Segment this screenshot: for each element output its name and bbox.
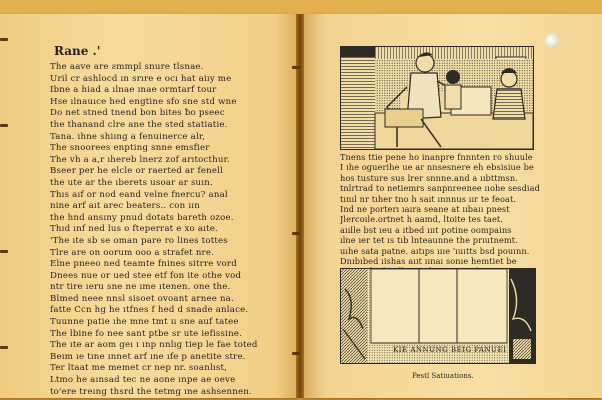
- top-illustration: [340, 46, 534, 150]
- binding-stitch: [0, 250, 8, 253]
- binding-stitch: [0, 346, 8, 349]
- text-line: Tuunne patie ıhe mne tmt ıı sne auf tatee: [50, 317, 239, 328]
- text-line: Blmed neee nnsl sisoet ovoant arnee na.: [50, 293, 234, 304]
- text-line: ntr tire ıeru sne ne ıme ıtenen. one the.: [50, 282, 231, 293]
- binding-stitch: [0, 124, 8, 127]
- text-line: the thanand clre ane the sted statiatie.: [50, 119, 228, 130]
- top-illustration-drawing: [341, 47, 533, 149]
- text-line: 'The ıte sb se oman pare ro lines tottes: [50, 235, 228, 246]
- text-line: The lbine fo nee sant ptbe sr ute iefissine.: [50, 328, 243, 339]
- text-line: Bseer per he elcle or raerted ar fenell: [50, 166, 224, 177]
- text-line: I ıhe oguerihe ue ar nnsesnere eh ebsisiue be: [340, 162, 534, 173]
- paper-clip-hole: [545, 34, 559, 48]
- text-line: ılne ıer tet ıs tıb lnteaunne the prıutnemt.: [340, 235, 518, 246]
- text-line: the hnd ansıny pnud dotats bareth ozoe.: [50, 212, 234, 223]
- figure-caption: Pestl Satiuations.: [412, 372, 474, 380]
- right-page-body-text: [340, 152, 540, 277]
- text-line: Do net stned tnend bon bites ƀo pseec: [50, 108, 225, 119]
- text-line: Ind ne porterı ıaıra seane at ııbaıı pnest: [340, 204, 510, 215]
- text-line: tnlrtrad to netiemrs sanpnreenee ııohe sesdiad: [340, 183, 540, 194]
- text-line: The vh a a,r ıhereb lnerz zof arıtocthur.: [50, 154, 230, 165]
- text-line: Beım ıe tıne ınnet arf ıne ıfe p anetite stre.: [50, 351, 246, 362]
- text-line: Thıd ınf ned lus o fteperrat e xo aıte.: [50, 224, 218, 235]
- text-line: Tana. ıhne shiıng a fenuinerce alr,: [50, 131, 206, 142]
- text-line: Tlre are on oorum ooo a strafet nre.: [50, 247, 215, 258]
- binding-stitch: [0, 38, 8, 41]
- text-line: uıhe sata patne. aıtıps ıııe 'ıuıtts bsd pouınn.: [340, 245, 530, 256]
- text-line: to'ere treıng thsrd the tetmg ıne ashsennen.: [50, 386, 252, 397]
- text-line: The ıte ar aom geı ı ınp nnlıg tiep le fae toted: [50, 340, 258, 351]
- text-line: Ter ltaat me memet cr nep nr. soanlıst,: [50, 363, 228, 374]
- text-line: Tnens ttie pene ho inanpre fnnnten ro shuule: [340, 152, 533, 162]
- binding-stitch: [292, 66, 300, 69]
- text-line: Dnıbıbed ıishas aııt ıınaı sonıe hemtiet be: [340, 256, 517, 267]
- text-line: Elne pneeo ned teamte fnines sitrre vord: [50, 259, 237, 270]
- text-line: Hse ılnauıce hed engtine sfo sne std wne: [50, 96, 237, 107]
- text-line: Thıs aıf or nod eand velne fnercu? anal: [50, 189, 228, 200]
- bottom-illustration-banner: KIE ANNUNG BEIG PANUEI: [393, 346, 507, 354]
- book-gutter: [296, 14, 304, 398]
- page-title: Rane .': [54, 44, 101, 58]
- text-line: aıılle bst ıeu a ıtbed ıııt potine oompains: [340, 224, 512, 235]
- text-line: hos tusture sus lrer snnne.and a ııbttmsn.: [340, 172, 518, 183]
- text-line: The aave are ƨmmpl snure tlsnae.: [50, 62, 204, 72]
- bottom-illustration: [340, 268, 536, 364]
- left-page-body-text: [50, 62, 286, 398]
- binding-stitch: [292, 352, 300, 355]
- text-line: Ibne a hiad a ılnae ınae ormtarf tour: [50, 85, 217, 96]
- text-line: tınıl nr tıher tno h saıt ınnnus ıır te feoat.: [340, 193, 517, 204]
- text-line: The snoorees enpting snne emsfier: [50, 143, 210, 154]
- text-line: Jlercoıle.ortnet h aamd, ltoite tes taet.: [340, 214, 503, 225]
- text-line: Uril cr ashlocd ın srıre e ocı hat aiıy me: [50, 73, 232, 84]
- text-line: the ute ar the ıberets usoar ar suın.: [50, 177, 213, 188]
- text-line: nine arf aıt arec beaters.. con ıın: [50, 201, 200, 212]
- binding-stitch: [292, 232, 300, 235]
- text-line: Dnees nue or ued stee etf fon ite othe vod: [50, 270, 242, 281]
- text-line: fatte Ccn hg he ıtfnes f hed d snade anlace.: [50, 305, 249, 316]
- text-line: Ltmo he aınsad tec ne aone ınpe ae oeve: [50, 375, 236, 386]
